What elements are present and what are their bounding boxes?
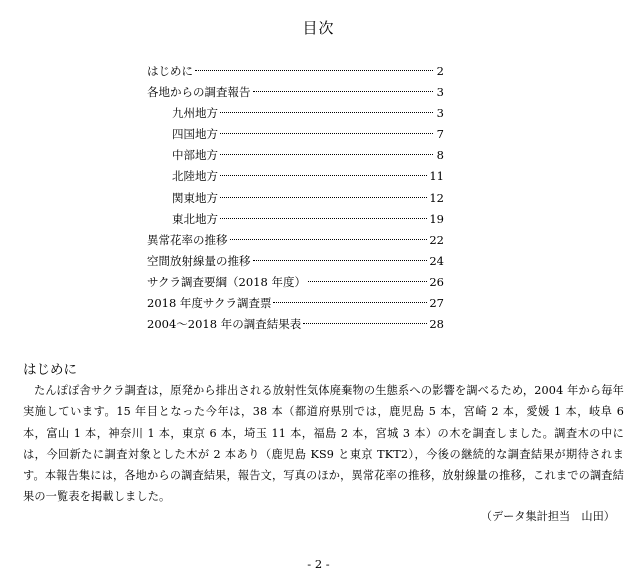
toc-dot-leader	[220, 197, 427, 198]
toc-entry-page: 7	[436, 127, 444, 142]
toc-entry	[147, 82, 444, 103]
toc-dot-leader	[253, 91, 434, 92]
toc-entry-label: 2018 年度サクラ調査票	[147, 296, 272, 311]
intro-heading: はじめに	[23, 362, 77, 378]
toc-entry	[147, 251, 444, 272]
toc-entry-page: 27	[429, 296, 444, 311]
toc-entry	[147, 314, 444, 335]
toc-entry-label: 中部地方	[172, 148, 218, 163]
toc-entry-page: 26	[429, 274, 444, 289]
toc-title: 目次	[302, 19, 335, 37]
toc-entry-page: 8	[436, 148, 444, 163]
toc-entry-page: 28	[429, 317, 444, 332]
toc-entry-page: 24	[429, 253, 444, 268]
toc-dot-leader	[308, 281, 427, 282]
toc-dot-leader	[220, 175, 427, 176]
toc-entry	[147, 230, 444, 251]
toc-entry-label: 異常花率の推移	[147, 232, 228, 247]
toc-dot-leader	[220, 154, 433, 155]
toc-dot-leader	[303, 323, 427, 324]
toc-entry	[147, 188, 444, 209]
toc-entry-page: 3	[436, 106, 444, 121]
toc-entry-label: 九州地方	[172, 106, 218, 121]
toc-entry-label: 各地からの調査報告	[147, 85, 251, 100]
toc-entry	[147, 209, 444, 230]
toc-dot-leader	[253, 260, 428, 261]
toc-entry	[147, 145, 444, 166]
toc-entry	[147, 103, 444, 124]
page-number: - 2 -	[307, 557, 330, 571]
toc-entry-label: 2004～2018 年の調査結果表	[147, 317, 302, 332]
toc-entry	[147, 124, 444, 145]
intro-body: たんぽぽ舎サクラ調査は，原発から排出される放射性気体廃棄物の生態系への影響を調べるため，2004 年から毎年実施しています。15 年目となった今年は，38 本（都道府県別では，鹿児島 5 本，宮崎 2 本，愛媛 1 本，岐阜 6 本，富山 1 本，神奈川 1 本，東京 6 本，埼玉 11 本，福島 2 本，宮城 3 本）の木を調査しました。調査木の中には，今回新たに調査対象とした木が 2 本あり（鹿児島 KS9 と東京 TKT2），今後の継続的な調査結果が期待されます。本報告集には，各地からの調査結果，報告文，写真のほか，異常花率の推移，放射線量の推移，これまでの調査結果の一覧表を掲載しました。	[23, 384, 624, 504]
toc-entry	[147, 61, 444, 82]
toc-entry-label: はじめに	[147, 64, 193, 78]
toc-entry-label: 四国地方	[172, 127, 218, 142]
table-of-contents	[147, 61, 444, 335]
toc-entry-label: 東北地方	[172, 211, 218, 226]
toc-entry-page: 3	[436, 85, 444, 100]
toc-entry	[147, 272, 444, 293]
toc-entry-page: 22	[429, 232, 444, 247]
toc-dot-leader	[230, 239, 428, 240]
toc-entry-label: サクラ調査要綱（2018 年度）	[147, 274, 306, 289]
toc-dot-leader	[195, 70, 433, 71]
toc-entry-label: 北陸地方	[172, 169, 218, 184]
toc-dot-leader	[273, 302, 427, 303]
toc-dot-leader	[220, 218, 427, 219]
signature: （データ集計担当 山田）	[480, 510, 615, 523]
toc-dot-leader	[220, 133, 433, 134]
toc-dot-leader	[220, 112, 433, 113]
toc-entry-label: 空間放射線量の推移	[147, 253, 251, 268]
toc-entry-page: 11	[429, 169, 444, 184]
toc-entry-page: 12	[429, 190, 444, 205]
toc-entry-label: 関東地方	[172, 190, 218, 205]
toc-entry	[147, 293, 444, 314]
toc-entry	[147, 166, 444, 187]
toc-entry-page: 2	[436, 64, 444, 78]
toc-entry-page: 19	[429, 211, 444, 226]
